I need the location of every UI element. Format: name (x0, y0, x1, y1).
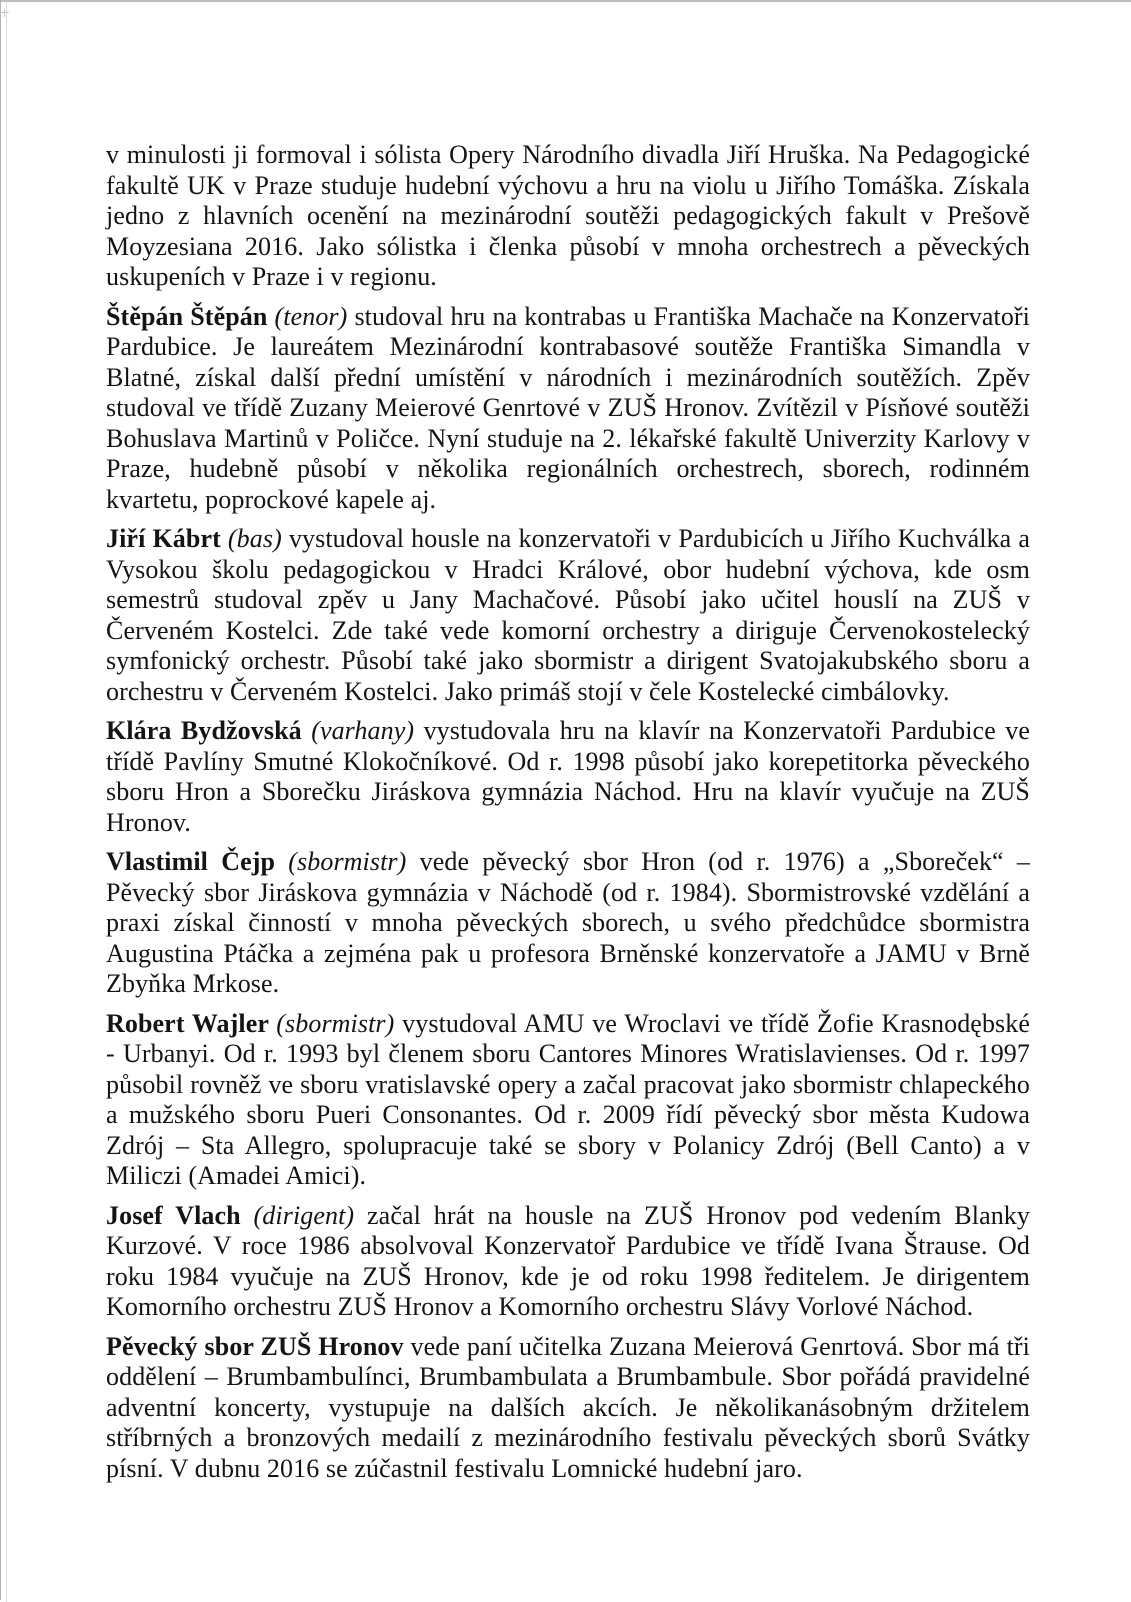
person-role: (sbormistr) (276, 1008, 403, 1038)
person-name: Jiří Kábrt (106, 524, 228, 553)
person-name: Vlastimil Čejp (106, 847, 289, 876)
paragraph-text: studoval hru na kontrabas u Františka Machače na Konzervatoři Pardubice. Je laureátem Mezinárodní kontrabasové soutěže Františka Simandla v Blatné, získal další přední umístění v národních i mezinárodních soutěžích. Zpěv studoval ve třídě Zuzany Meierové Genrtové v ZUŠ Hronov. Zvítězil v Písňové soutěži Bohuslava Martinů v Poličce. Nyní studuje na 2. lékařské fakultě Univerzity Karlovy v Praze, hudebně působí v několika regionálních orchestrech, sborech, rodinném kvartetu, poprockové kapele aj. (106, 301, 1030, 514)
person-name: Pěvecký sbor ZUŠ Hronov (106, 1331, 411, 1361)
paragraph (106, 1332, 1030, 1485)
paragraph-text: vystudoval housle na konzervatoři v Pardubicích u Jiřího Kuchválka a Vysokou školu pedagogickou v Hradci Králové, obor hudební výchova, kde osm semestrů studoval zpěv u Jany Machačové. Působí jako učitel houslí na ZUŠ v Červeném Kostelci. Zde také vede komorní orchestry a diriguje Červenokostelecký symfonický orchestr. Působí také jako sbormistr a dirigent Svatojakubského sboru a orchestru v Červeném Kostelci. Jako primáš stojí v čele Kostelecké cimbálovky. (106, 524, 1030, 706)
paragraph (106, 302, 1030, 516)
scan-edge-left (0, 0, 1, 1600)
person-name: Josef Vlach (106, 1200, 254, 1230)
person-name: Robert Wajler (106, 1008, 277, 1038)
person-role: (bas) (227, 524, 289, 553)
person-role: (tenor) (274, 301, 355, 331)
person-role: (dirigent) (253, 1200, 368, 1230)
paragraph-text: začal hrát na housle na ZUŠ Hronov pod vedením Blanky Kurzové. V roce 1986 absolvoval Konzervatoř Pardubice ve třídě Ivana Štrause. Od roku 1984 vyučuje na ZUŠ Hronov, kde je od roku 1998 ředitelem. Je dirigentem Komorního orchestru ZUŠ Hronov a Komorního orchestru Slávy Vorlové Náchod. (106, 1200, 1031, 1321)
paragraph (106, 1009, 1030, 1192)
paragraph (106, 140, 1030, 293)
person-name: Klára Bydžovská (106, 716, 312, 745)
paragraph-text: vystudovala hru na klavír na Konzervatoři Pardubice ve třídě Pavlíny Smutné Klokočníkové. Od r. 1998 působí jako korepetitorka pěveckého sboru Hron a Sborečku Jiráskova gymnázia Náchod. Hru na klavír vyučuje na ZUŠ Hronov. (106, 716, 1031, 837)
scan-edge-top (0, 0, 1131, 2)
paragraph (106, 716, 1030, 838)
paragraph (106, 524, 1030, 707)
paragraph (106, 847, 1030, 1000)
paragraph (106, 1201, 1030, 1323)
paragraph-text: vede pěvecký sbor Hron (od r. 1976) a „Sboreček“ – Pěvecký sbor Jiráskova gymnázia v Náchodě (od r. 1984). Sbormistrovské vzdělání a praxi získal činností v mnoha pěveckých sborech, u svého předchůdce sbormistra Augustina Ptáčka a zejména pak u profesora Brněnské konzervatoře a JAMU v Brně Zbyňka Mrkose. (106, 847, 1031, 998)
paragraph-text: vystudoval AMU ve Wroclavi ve třídě Žofie Krasnodębské - Urbanyi. Od r. 1993 byl členem sboru Cantores Minores Wratislavienses. Od r. 1997 působil rovněž ve sboru vratislavské opery a začal pracovat jako sbormistr chlapeckého a mužského sboru Pueri Consonantes. Od r. 2009 řídí pěvecký sbor města Kudowa Zdrój – Sta Allegro, spolupracuje také se sbory v Polanicy Zdrój (Bell Canto) a v Miliczi (Amadei Amici). (106, 1008, 1031, 1190)
scan-edge-left-inner (6, 2, 7, 1602)
person-role: (sbormistr) (288, 847, 420, 876)
document-text (106, 140, 1030, 1493)
paragraph-text: v minulosti ji formoval i sólista Opery Národního divadla Jiří Hruška. Na Pedagogické fakultě UK v Praze studuje hudební výchovu a hru na violu u Jiřího Tomáška. Získala jedno z hlavních ocenění na mezinárodní soutěži pedagogických fakult v Prešově Moyzesiana 2016. Jako sólistka i členka působí v mnoha orchestrech a pěveckých uskupeních v Praze i v regionu. (106, 140, 1030, 291)
person-role: (varhany) (311, 716, 424, 745)
scan-registration-mark (1, 9, 9, 17)
person-name: Štěpán Štěpán (106, 301, 275, 331)
paragraph-text: vede paní učitelka Zuzana Meierová Genrtová. Sbor má tři oddělení – Brumbambulínci, Brumbambulata a Brumbambule. Sbor pořádá pravidelné adventní koncerty, vystupuje na dalších akcích. Je několikanásobným držitelem stříbrných a bronzových medailí z mezinárodního festivalu pěveckých sborů Svátky písní. V dubnu 2016 se zúčastnil festivalu Lomnické hudební jaro. (106, 1331, 1030, 1483)
